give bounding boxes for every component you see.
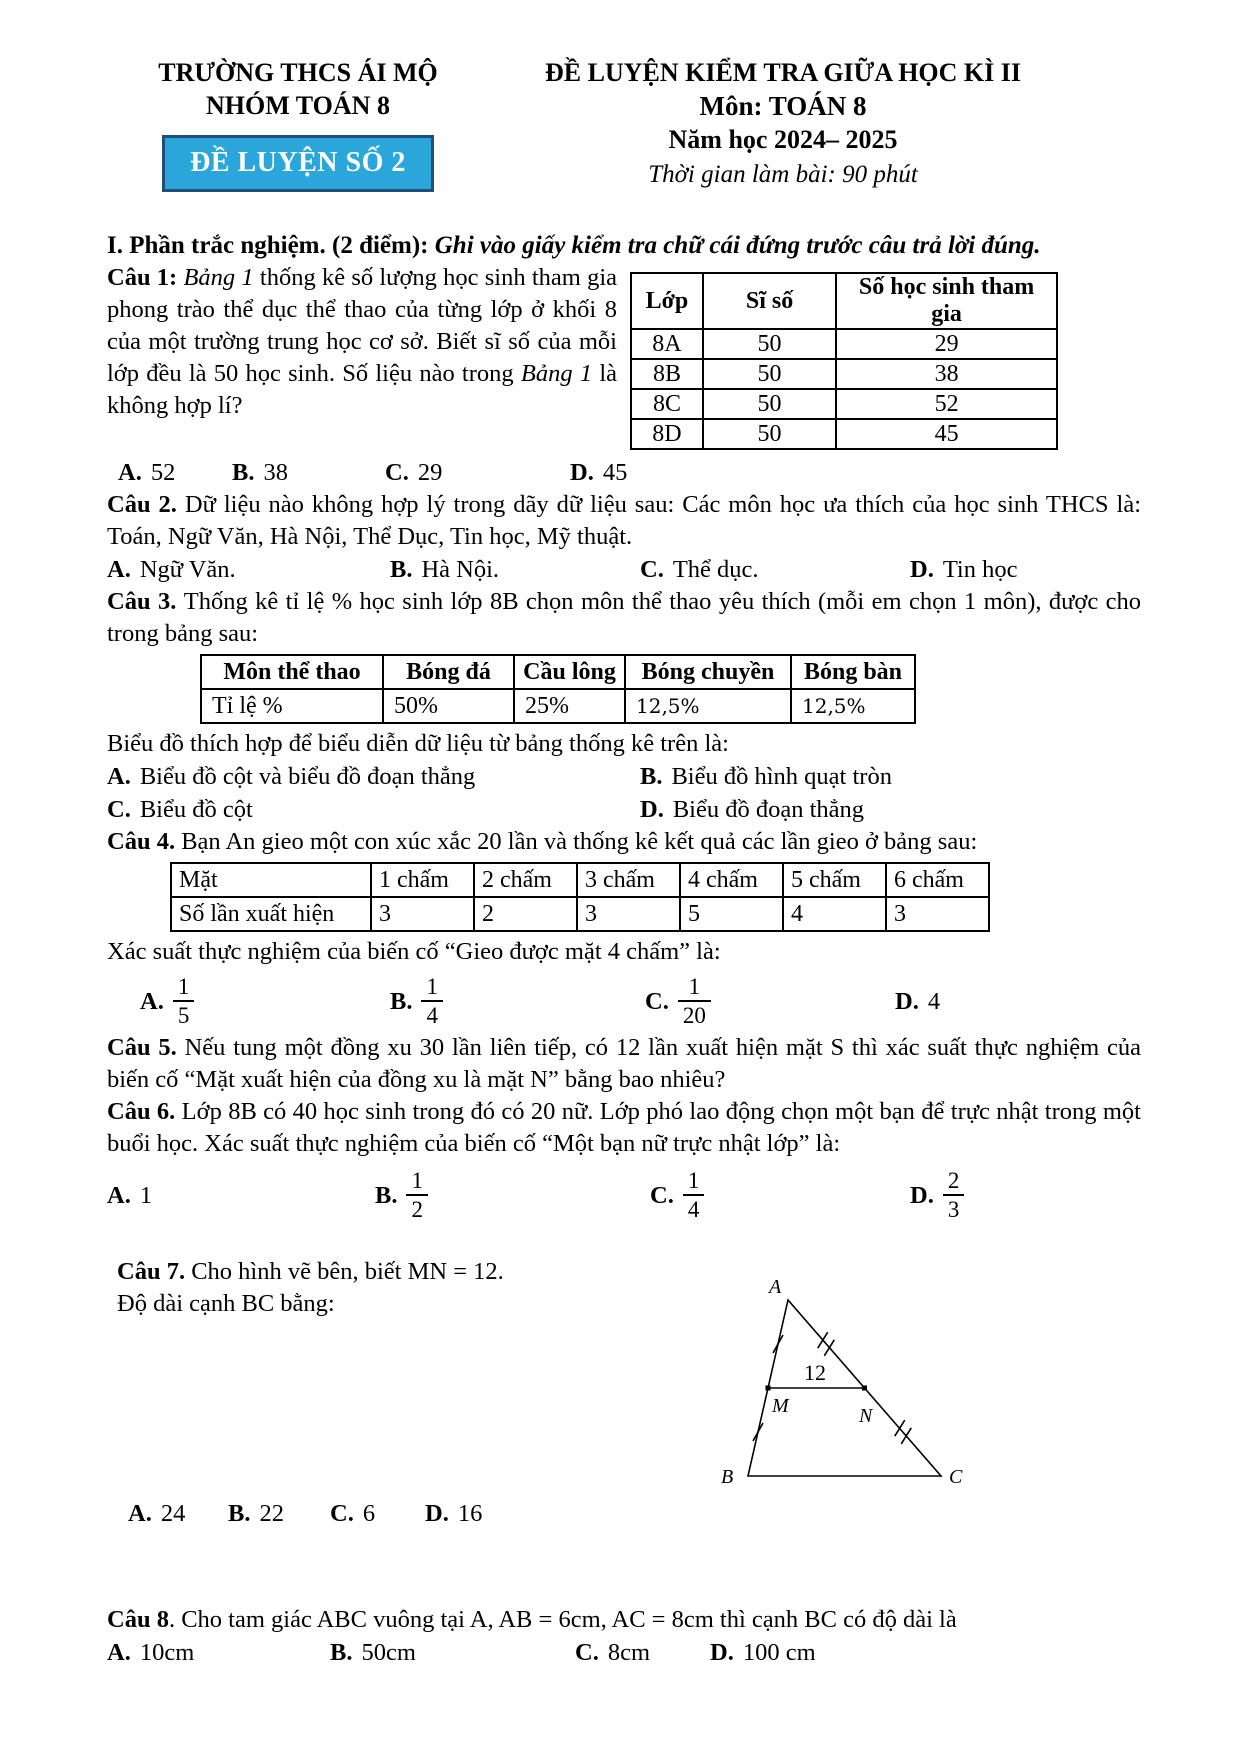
option-letter: B. <box>390 556 413 583</box>
table-cell: 5 chấm <box>783 863 886 897</box>
section-label: I. Phần trắc nghiệm. (2 điểm): <box>107 232 435 259</box>
exam-subject: Môn: TOÁN 8 <box>699 91 867 121</box>
option-c <box>645 974 895 1028</box>
q1-table <box>630 272 1058 450</box>
option-text: 50cm <box>361 1639 416 1666</box>
q6-label: Câu 6. <box>107 1098 182 1125</box>
section-instruction: Ghi vào giấy kiểm tra chữ cái đứng trước câu trả lời đúng. <box>434 232 1041 259</box>
q5-text-run: Nếu tung một đồng xu 30 lần liên tiếp, có 12 lần xuất hiện mặt S thì xác suất thực nghiệm của biến cố “Mặt xuất hiện của đồng xu là mặt N” bằng bao nhiêu? <box>107 1034 1141 1093</box>
q1-text-run: Bảng 1 <box>520 360 593 387</box>
table-cell: 12,5% <box>625 689 791 723</box>
table-cell: 2 <box>474 897 577 931</box>
fraction-denominator: 20 <box>682 1003 706 1028</box>
fraction-numerator: 1 <box>173 974 195 1002</box>
table-header-cell: Bóng chuyền <box>625 655 791 689</box>
option-b <box>330 1636 575 1669</box>
table-row <box>171 897 989 931</box>
point-m-marker <box>766 1386 771 1391</box>
table-row <box>631 389 1057 419</box>
option-letter: A. <box>107 556 131 583</box>
option-letter: B. <box>232 459 255 486</box>
option-text: 16 <box>457 1500 483 1527</box>
fraction-denominator: 3 <box>947 1197 960 1222</box>
option-letter: C. <box>640 556 664 583</box>
option-letter: A. <box>107 1181 131 1209</box>
option-letter: B. <box>228 1500 251 1527</box>
header-left <box>107 56 489 193</box>
fraction <box>173 974 195 1028</box>
fraction-denominator: 2 <box>411 1197 423 1222</box>
table-cell: Số lần xuất hiện <box>171 897 371 931</box>
fraction <box>943 1168 965 1222</box>
fraction-denominator: 4 <box>687 1197 700 1222</box>
q5-text <box>107 1032 1141 1096</box>
q1-text-run: thống kê số lượng học sinh tham gia phong trào thể dục thể thao của từng lớp ở khối 8 của một trường trung học cơ sở. Biết sĩ số của mỗi lớp đều là 50 học sinh. Số liệu nào trong <box>107 264 617 387</box>
option-text: 22 <box>259 1500 284 1527</box>
fraction-denominator: 4 <box>426 1003 438 1028</box>
option-letter: A. <box>128 1500 152 1527</box>
option-text: 29 <box>417 459 443 486</box>
table-cell: 3 chấm <box>577 863 680 897</box>
q6-text <box>107 1096 1141 1160</box>
option-letter: C. <box>645 987 669 1015</box>
option-b <box>640 760 892 793</box>
question-8 <box>107 1604 1141 1669</box>
segment-mn-length: 12 <box>804 1360 826 1385</box>
table-header-cell: Bóng bàn <box>791 655 915 689</box>
table-cell: 45 <box>836 419 1057 449</box>
q2-text-run: Dữ liệu nào không hợp lý trong dãy dữ liệu sau: Các môn học ưa thích của học sinh THCS là: Toán, Ngữ Văn, Hà Nội, Thể Dục, Tin học, Mỹ thuật. <box>107 491 1141 550</box>
question-6 <box>107 1096 1141 1222</box>
table-cell: 4 <box>783 897 886 931</box>
table-cell: 29 <box>836 329 1057 359</box>
point-n-marker <box>862 1386 867 1391</box>
q3-table <box>200 654 916 724</box>
fraction <box>421 974 443 1028</box>
q4-text2: Xác suất thực nghiệm của biến cố “Gieo được mặt 4 chấm” là: <box>107 938 721 965</box>
q3-options-row1 <box>107 760 1141 793</box>
option-text: 24 <box>160 1500 186 1527</box>
option-text: Biểu đồ đoạn thẳng <box>672 796 865 823</box>
q2-label: Câu 2. <box>107 491 185 518</box>
q6-options <box>107 1168 1141 1222</box>
option-c <box>107 793 640 826</box>
group-name: NHÓM TOÁN 8 <box>206 91 390 120</box>
fraction <box>683 1168 705 1222</box>
table-cell: 8D <box>631 419 703 449</box>
fraction <box>406 1168 428 1222</box>
q3-label: Câu 3. <box>107 588 184 615</box>
option-letter: B. <box>640 763 663 790</box>
option-text: Hà Nội. <box>421 556 500 583</box>
option-letter: D. <box>910 556 934 583</box>
option-text: Biểu đồ cột <box>139 796 253 823</box>
table-cell: 3 <box>886 897 989 931</box>
option-d <box>425 1497 482 1530</box>
option-text: Biểu đồ cột và biểu đồ đoạn thẳng <box>139 763 476 790</box>
table-header-cell: Sĩ số <box>703 273 836 329</box>
option-c <box>575 1636 710 1669</box>
option-b <box>375 1168 650 1222</box>
option-c <box>330 1497 425 1530</box>
fraction-numerator: 1 <box>406 1168 428 1196</box>
question-3 <box>107 586 1141 826</box>
q6-text-run: Lớp 8B có 40 học sinh trong đó có 20 nữ. Lớp phó lao động chọn một bạn để trực nhật trong một buổi học. Xác suất thực nghiệm của biến cố “Một bạn nữ trực nhật lớp” là: <box>107 1098 1141 1157</box>
table-cell: 3 <box>371 897 474 931</box>
option-letter: D. <box>425 1500 449 1527</box>
option-text: 6 <box>362 1500 376 1527</box>
question-5 <box>107 1032 1141 1096</box>
q5-label: Câu 5. <box>107 1034 185 1061</box>
q1-options <box>107 456 1141 489</box>
option-a <box>107 760 640 793</box>
fraction-numerator: 1 <box>421 974 443 1002</box>
table-cell: 1 chấm <box>371 863 474 897</box>
q4-text <box>107 826 1141 858</box>
table-cell: 4 chấm <box>680 863 783 897</box>
tick-mark-nc-2 <box>901 1428 911 1444</box>
option-b <box>228 1497 330 1530</box>
table-header-row <box>201 655 915 689</box>
tick-mark-nc-1 <box>895 1420 905 1436</box>
option-letter: A. <box>107 1639 131 1666</box>
table-header-cell: Lớp <box>631 273 703 329</box>
table-header-cell: Số học sinh tham gia <box>836 273 1057 329</box>
tick-mark-am <box>773 1335 783 1353</box>
option-letter: A. <box>140 987 164 1015</box>
table-cell: 3 <box>577 897 680 931</box>
option-text: Biểu đồ hình quạt tròn <box>671 763 892 790</box>
table-row <box>631 359 1057 389</box>
option-b <box>390 974 645 1028</box>
option-text: 1 <box>139 1181 153 1209</box>
q7-options <box>107 1497 1141 1530</box>
option-letter: D. <box>710 1639 734 1666</box>
exam-number-box <box>162 135 434 192</box>
option-letter: C. <box>575 1639 599 1666</box>
exam-title: ĐỀ LUYỆN KIỂM TRA GIỮA HỌC KÌ II <box>544 58 1022 87</box>
option-letter: B. <box>330 1639 353 1666</box>
option-d <box>640 793 864 826</box>
option-letter: B. <box>375 1181 398 1209</box>
table-header-cell: Cầu lông <box>514 655 625 689</box>
question-4 <box>107 826 1141 1028</box>
table-cell: 8A <box>631 329 703 359</box>
q7-text-run: Cho hình vẽ bên, biết MN = 12. <box>191 1258 504 1285</box>
tick-mark-an-2 <box>824 1340 834 1356</box>
question-1 <box>107 262 1141 489</box>
school-name: TRƯỜNG THCS ÁI MỘ <box>158 58 438 87</box>
q4-table <box>170 862 990 932</box>
table-cell: 8B <box>631 359 703 389</box>
q4-label: Câu 4. <box>107 828 182 855</box>
header <box>107 56 1141 193</box>
option-letter: C. <box>385 459 409 486</box>
table-header-cell: Môn thể thao <box>201 655 383 689</box>
option-d <box>895 974 940 1028</box>
school-year: Năm học 2024– 2025 <box>668 125 898 154</box>
table-cell: 52 <box>836 389 1057 419</box>
option-letter: D. <box>570 459 594 486</box>
option-d <box>910 1168 964 1222</box>
triangle-figure <box>651 1262 991 1497</box>
option-letter: C. <box>330 1500 354 1527</box>
question-2 <box>107 489 1141 586</box>
option-a <box>118 456 232 489</box>
option-c <box>385 456 570 489</box>
option-text: 100 cm <box>742 1639 816 1666</box>
fraction-numerator: 2 <box>943 1168 965 1196</box>
table-cell: 6 chấm <box>886 863 989 897</box>
table-row <box>631 419 1057 449</box>
header-right <box>489 56 1077 193</box>
table-cell: 50 <box>703 329 836 359</box>
tick-mark-mb <box>753 1423 763 1441</box>
option-a <box>107 1168 375 1222</box>
table-cell: 12,5% <box>791 689 915 723</box>
option-text: Tin học <box>942 556 1018 583</box>
q3-text2: Biểu đồ thích hợp để biểu diễn dữ liệu từ bảng thống kê trên là: <box>107 730 729 757</box>
table-cell: 8C <box>631 389 703 419</box>
option-text: 10cm <box>139 1639 195 1666</box>
exam-number-label: ĐỀ LUYỆN SỐ 2 <box>190 147 406 178</box>
option-d <box>570 456 627 489</box>
option-a <box>140 974 390 1028</box>
question-7 <box>107 1256 1141 1530</box>
table-header-cell: Bóng đá <box>383 655 514 689</box>
q3-options-row2 <box>107 793 1141 826</box>
table-header-row <box>631 273 1057 329</box>
vertex-a-label: A <box>769 1276 782 1298</box>
option-a <box>107 553 390 586</box>
q2-options <box>107 553 1141 586</box>
table-row <box>171 863 989 897</box>
table-cell: Tỉ lệ % <box>201 689 383 723</box>
fraction <box>678 974 711 1028</box>
table-cell: 5 <box>680 897 783 931</box>
q4-options <box>107 974 1141 1028</box>
option-a <box>107 1636 330 1669</box>
section-heading <box>107 229 1042 262</box>
q8-options <box>107 1636 1141 1669</box>
tick-mark-an-1 <box>818 1332 828 1348</box>
vertex-c-label: C <box>949 1466 963 1488</box>
table-row <box>631 329 1057 359</box>
q7-text2: Độ dài cạnh BC bằng: <box>117 1290 335 1317</box>
option-b <box>390 553 640 586</box>
q8-text <box>107 1604 1141 1636</box>
q8-text-run: . Cho tam giác ABC vuông tại A, AB = 6cm, AC = 8cm thì cạnh BC có độ dài là <box>168 1606 957 1633</box>
option-text: Thể dục. <box>672 556 759 583</box>
option-text: 4 <box>927 987 941 1015</box>
fraction-denominator: 5 <box>177 1003 190 1028</box>
q1-text-run: là không hợp lí? <box>107 360 618 419</box>
vertex-b-label: B <box>721 1466 734 1488</box>
option-a <box>128 1497 228 1530</box>
point-n-label: N <box>859 1405 873 1427</box>
q7-label: Câu 7. <box>117 1258 192 1285</box>
q1-label: Câu 1: <box>107 264 184 291</box>
option-letter: D. <box>895 987 919 1015</box>
option-letter: C. <box>107 796 131 823</box>
option-c <box>640 553 910 586</box>
option-b <box>232 456 385 489</box>
table-cell: Mặt <box>171 863 371 897</box>
table-cell: 50 <box>703 419 836 449</box>
q8-label: Câu 8 <box>107 1606 169 1633</box>
option-letter: D. <box>910 1181 934 1209</box>
option-d <box>910 553 1018 586</box>
point-m-label: M <box>772 1395 789 1417</box>
exam-duration: Thời gian làm bài: 90 phút <box>648 161 918 188</box>
q3-text <box>107 586 1141 650</box>
q3-text-run: Thống kê tỉ lệ % học sinh lớp 8B chọn môn thể thao yêu thích (mỗi em chọn 1 môn), được cho trong bảng sau: <box>107 588 1142 647</box>
option-letter: A. <box>107 763 131 790</box>
option-letter: C. <box>650 1181 674 1209</box>
option-text: 45 <box>602 459 628 486</box>
option-text: 52 <box>150 459 176 486</box>
option-text: 38 <box>263 459 288 486</box>
option-text: Ngữ Văn. <box>139 556 236 583</box>
table-cell: 38 <box>836 359 1057 389</box>
option-letter: A. <box>118 459 142 486</box>
option-d <box>710 1636 816 1669</box>
option-letter: D. <box>640 796 664 823</box>
q4-text-run: Bạn An gieo một con xúc xắc 20 lần và thống kê kết quả các lần gieo ở bảng sau: <box>181 828 978 855</box>
option-text: 8cm <box>607 1639 651 1666</box>
q2-text <box>107 489 1141 553</box>
fraction-numerator: 1 <box>683 1168 705 1196</box>
table-cell: 50 <box>703 359 836 389</box>
option-letter: B. <box>390 987 413 1015</box>
option-c <box>650 1168 910 1222</box>
table-row <box>201 689 915 723</box>
fraction-numerator: 1 <box>678 974 711 1002</box>
q1-text-run: Bảng 1 <box>183 264 254 291</box>
table-cell: 50 <box>703 389 836 419</box>
table-cell: 2 chấm <box>474 863 577 897</box>
table-cell: 50% <box>383 689 514 723</box>
table-cell: 25% <box>514 689 625 723</box>
